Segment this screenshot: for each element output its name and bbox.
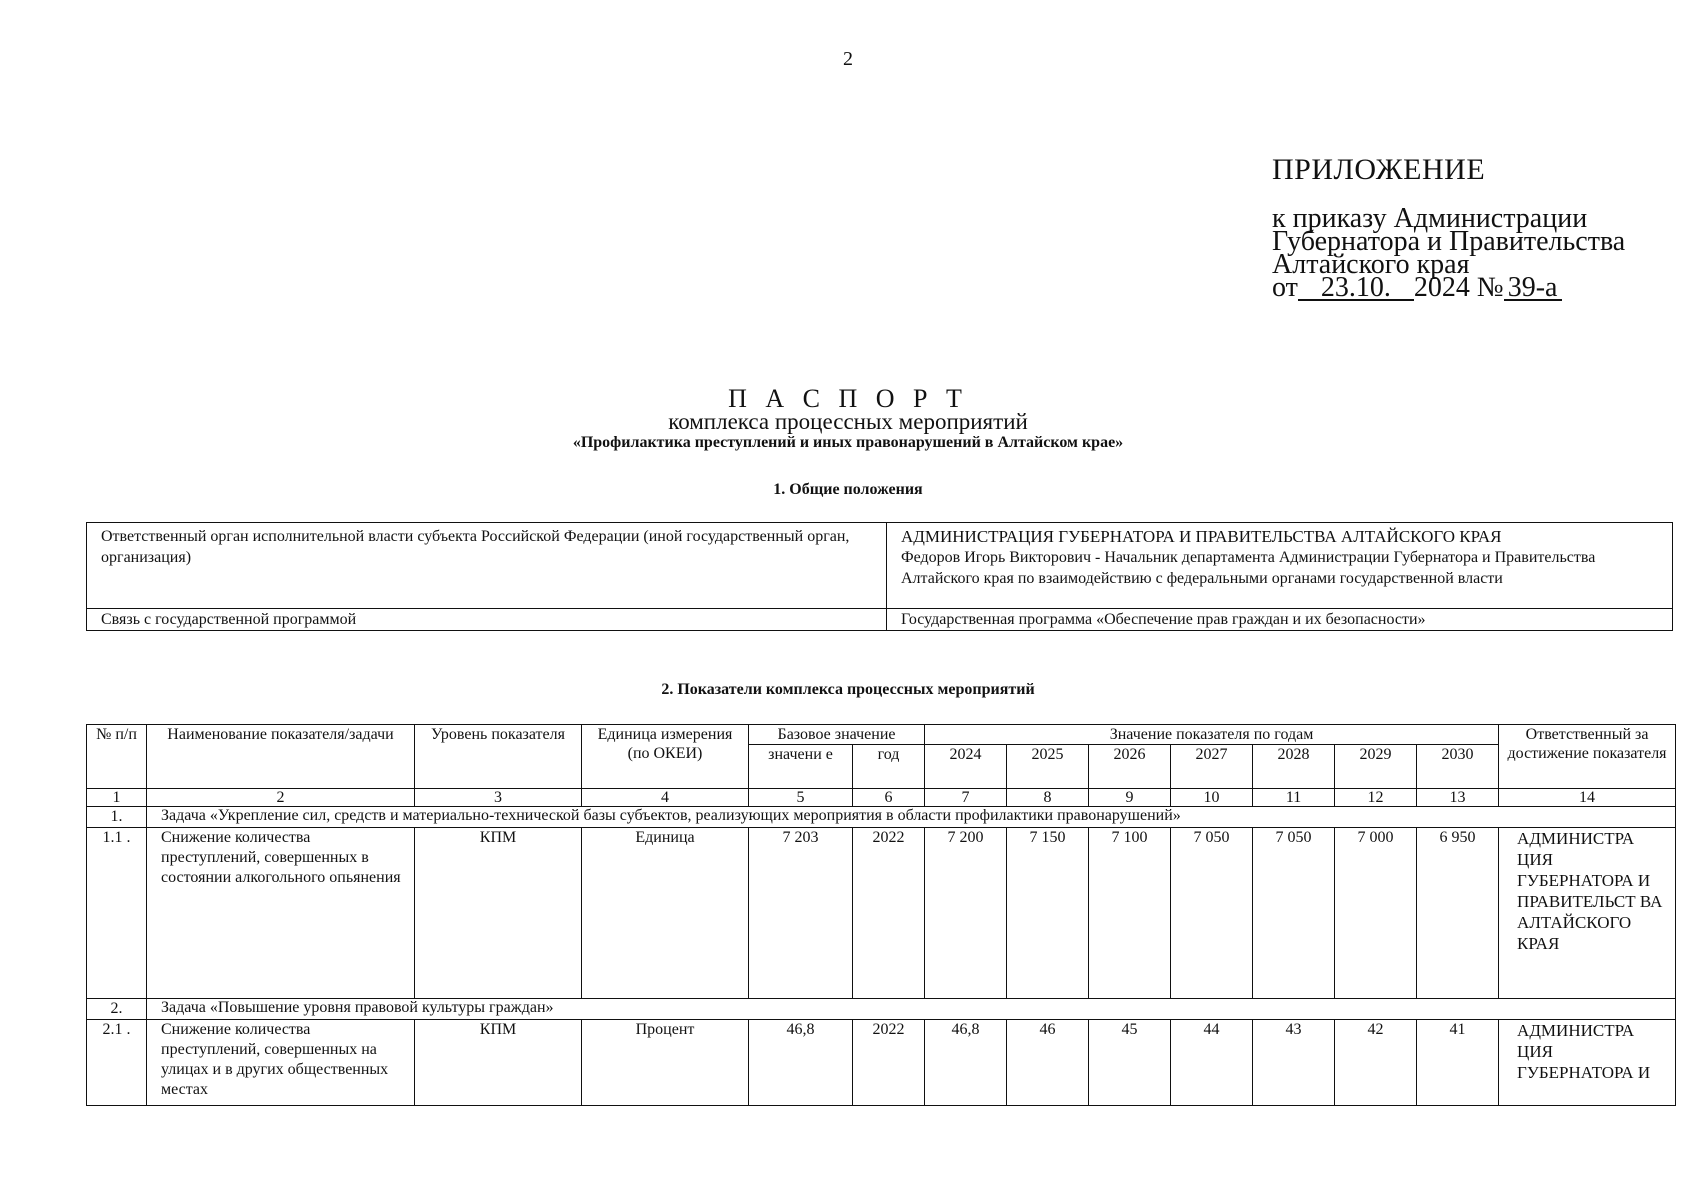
column-number: 12 — [1335, 789, 1417, 807]
section-1-title: 1. Общие положения — [773, 481, 923, 498]
col-year-2024: 2024 — [925, 745, 1007, 789]
indicators-table — [86, 724, 1676, 1106]
value-2030: 41 — [1417, 1020, 1499, 1106]
base-value: 7 203 — [749, 828, 853, 999]
value-2028: 43 — [1253, 1020, 1335, 1106]
col-base-header: Базовое значение — [749, 725, 925, 745]
column-number: 3 — [415, 789, 582, 807]
responsible-authority: АДМИНИСТРА ЦИЯ ГУБЕРНАТОРА И ПРАВИТЕЛЬСТ ВА АЛТАЙСКОГО КРАЯ — [1499, 828, 1676, 999]
task-text: Задача «Повышение уровня правовой культуры граждан» — [147, 999, 1676, 1020]
indicator-name: Снижение количества преступлений, совершенных на улицах и в других общественных местах — [147, 1020, 415, 1106]
value-2024: 7 200 — [925, 828, 1007, 999]
value-2025: 7 150 — [1007, 828, 1089, 999]
base-year: 2022 — [853, 1020, 925, 1106]
indicator-unit: Единица — [582, 828, 749, 999]
col-responsible-header: Ответственный за достижение показателя — [1499, 725, 1676, 789]
program-link-value: Государственная программа «Обеспечение прав граждан и их безопасности» — [887, 609, 1673, 631]
indicator-number: 1.1 . — [87, 828, 147, 999]
passport-name: «Профилактика преступлений и иных правонарушений в Алтайском крае» — [572, 434, 1124, 451]
value-2029: 7 000 — [1335, 828, 1417, 999]
task-number: 1. — [87, 807, 147, 828]
value-2029: 42 — [1335, 1020, 1417, 1106]
column-number: 5 — [749, 789, 853, 807]
passport-heading — [0, 386, 1696, 454]
col-years-header: Значение показателя по годам — [925, 725, 1499, 745]
section-2-title: 2. Показатели комплекса процессных мероприятий — [661, 681, 1035, 698]
value-2027: 44 — [1171, 1020, 1253, 1106]
col-name-header: Наименование показателя/задачи — [147, 725, 415, 789]
value-2024: 46,8 — [925, 1020, 1007, 1106]
task-row — [87, 807, 1676, 828]
indicator-row — [87, 828, 1676, 999]
indicator-name: Снижение количества преступлений, совершенных в состоянии алкогольного опьянения — [147, 828, 415, 999]
appendix-block — [1272, 155, 1625, 301]
appendix-title: ПРИЛОЖЕНИЕ — [1272, 153, 1486, 186]
passport-subtitle: комплекса процессных мероприятий — [668, 409, 1028, 434]
column-number: 9 — [1089, 789, 1171, 807]
column-number: 7 — [925, 789, 1007, 807]
column-number: 8 — [1007, 789, 1089, 807]
program-link-label: Связь с государственной программой — [87, 609, 887, 631]
responsible-body-main: АДМИНИСТРАЦИЯ ГУБЕРНАТОРА И ПРАВИТЕЛЬСТВА АЛТАЙСКОГО КРАЯ — [901, 527, 1502, 546]
column-number-row — [87, 789, 1676, 807]
from-label: от — [1272, 272, 1298, 303]
base-value: 46,8 — [749, 1020, 853, 1106]
task-number: 2. — [87, 999, 147, 1020]
appendix-date-line — [1272, 272, 1625, 303]
header-row — [87, 725, 1676, 745]
value-2025: 46 — [1007, 1020, 1089, 1106]
task-row — [87, 999, 1676, 1020]
column-number: 10 — [1171, 789, 1253, 807]
col-year-2028: 2028 — [1253, 745, 1335, 789]
value-2030: 6 950 — [1417, 828, 1499, 999]
column-number: 4 — [582, 789, 749, 807]
appendix-line-1: к приказу Администрации — [1272, 203, 1588, 234]
order-year: 2024 № — [1413, 272, 1504, 303]
appendix-line-3: Алтайского края — [1272, 249, 1470, 280]
col-year-2029: 2029 — [1335, 745, 1417, 789]
column-number: 2 — [147, 789, 415, 807]
value-2026: 7 100 — [1089, 828, 1171, 999]
indicator-number: 2.1 . — [87, 1020, 147, 1106]
col-unit-header: Единица измерения (по ОКЕИ) — [582, 725, 749, 789]
page-number: 2 — [843, 48, 853, 70]
col-base-year-header: год — [853, 745, 925, 789]
table-row — [87, 523, 1673, 609]
column-number: 11 — [1253, 789, 1335, 807]
appendix-line-2: Губернатора и Правительства — [1272, 226, 1626, 257]
column-number: 13 — [1417, 789, 1499, 807]
column-number: 6 — [853, 789, 925, 807]
value-2028: 7 050 — [1253, 828, 1335, 999]
order-number: 39-а — [1504, 277, 1562, 301]
indicator-level: КПМ — [415, 1020, 582, 1106]
col-level-header: Уровень показателя — [415, 725, 582, 789]
column-number: 1 — [87, 789, 147, 807]
col-num-header: № п/п — [87, 725, 147, 789]
column-number: 14 — [1499, 789, 1676, 807]
value-2027: 7 050 — [1171, 828, 1253, 999]
value-2026: 45 — [1089, 1020, 1171, 1106]
responsible-authority: АДМИНИСТРА ЦИЯ ГУБЕРНАТОРА И — [1499, 1020, 1676, 1106]
passport-title: П А С П О Р Т — [728, 384, 968, 413]
indicator-level: КПМ — [415, 828, 582, 999]
col-base-value-header: значени е — [749, 745, 853, 789]
col-year-2027: 2027 — [1171, 745, 1253, 789]
indicator-unit: Процент — [582, 1020, 749, 1106]
order-date: 23.10. — [1298, 277, 1414, 301]
responsible-body-value — [887, 523, 1673, 609]
col-year-2030: 2030 — [1417, 745, 1499, 789]
col-year-2026: 2026 — [1089, 745, 1171, 789]
general-provisions-table — [86, 522, 1673, 631]
indicator-row — [87, 1020, 1676, 1106]
col-year-2025: 2025 — [1007, 745, 1089, 789]
table-row — [87, 609, 1673, 631]
task-text: Задача «Укрепление сил, средств и материально-технической базы субъектов, реализующих мероприятия в области профилактики правонарушений» — [147, 807, 1676, 828]
responsible-body-label: Ответственный орган исполнительной власти субъекта Российской Федерации (иной государственный орган, организация) — [87, 523, 887, 609]
responsible-person: Федоров Игорь Викторович - Начальник департамента Администрации Губернатора и Правительства Алтайского края по взаимодействию с федеральными органами государственной власти — [901, 549, 1596, 587]
base-year: 2022 — [853, 828, 925, 999]
